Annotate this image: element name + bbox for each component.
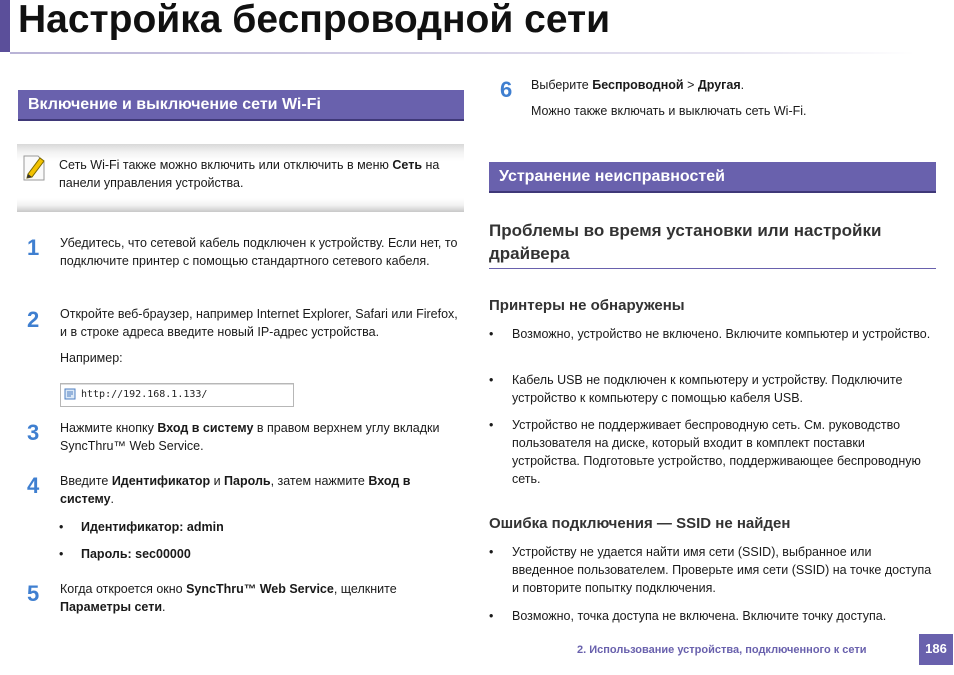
list-item-text: Устройство не поддерживает беспроводную сеть. См. руководство пользователя на диске, который входит в комплект поставки устройства. Подготовьте устройство, поддерживающее беспроводную сеть. [512,418,921,486]
step-text-part: , щелкните [333,582,397,596]
credential-text: Пароль: sec00000 [81,547,191,561]
step-bold: Параметры сети [60,600,163,614]
step-note: Можно также включать и выключать сеть Wi-Fi. [531,104,807,118]
bullet-dot: • [489,609,494,623]
step-bold: SyncThru™ Web Service [186,582,334,596]
bullet-dot: • [489,327,494,341]
step-text-part: Когда откроется окно [60,582,187,596]
step-number: 5 [27,581,40,606]
list-item [489,371,936,407]
list-item [489,325,936,343]
step-bold: Вход в систему [157,421,254,435]
note-text-part: Сеть Wi-Fi также можно включить или отключить в меню [59,158,393,172]
bullet-dot: • [59,520,64,534]
problem-heading: Принтеры не обнаружены [489,297,685,314]
step-number: 3 [27,420,40,445]
step-number: 2 [27,307,40,332]
credential-text: Идентификатор: admin [81,520,224,534]
step-text-part: Введите [60,474,112,488]
example-label: Например: [60,351,123,365]
step-number: 1 [27,235,40,260]
note-pencil-icon [22,152,48,182]
step-bold: Идентификатор [111,474,211,488]
step-text [60,472,464,508]
step-text: Откройте веб-браузер, например Internet Explorer, Safari или Firefox, и в строке адреса введите новый IP-адрес устройства. [60,307,458,339]
step-text [60,580,464,616]
problem-heading: Ошибка подключения — SSID не найден [489,515,791,532]
credential-item [59,545,459,563]
bullet-dot: • [59,547,64,561]
section-header-troubleshooting: Устранение неисправностей [489,162,936,193]
note-text-part: на панели управления устройства. [59,158,440,190]
url-text: http://192.168.1.133/ [81,389,208,400]
step-bold: Пароль [224,474,271,488]
step-text [531,76,936,94]
step-bold: Другая [697,78,741,92]
page-title: Настройка беспроводной сети [18,0,611,41]
section-header-wifi: Включение и выключение сети Wi-Fi [18,90,464,121]
step-text-part: , затем нажмите [270,474,369,488]
step-text-part: . [740,78,745,92]
step-text-part: и [210,474,225,488]
step-text-part: . [110,492,115,506]
list-item-text: Возможно, устройство не включено. Включите компьютер и устройство. [512,327,931,341]
step-text-part: > [683,78,698,92]
step-bold: Беспроводной [592,78,684,92]
note-menu-name: Сеть [392,158,423,172]
step-text: Убедитесь, что сетевой кабель подключен к устройству. Если нет, то подключите принтер с помощью стандартного сетевого кабеля. [60,236,458,268]
step-text-part: . [162,600,166,614]
bullet-dot: • [489,373,494,387]
title-divider [10,52,915,54]
list-item [489,543,936,597]
step-text [60,419,460,455]
bullet-dot: • [489,418,494,432]
bullet-dot: • [489,545,494,559]
list-item [489,607,936,625]
page-number: 186 [919,634,953,665]
list-item-text: Кабель USB не подключен к компьютеру и устройству. Подключите устройство к компьютеру с помощью кабеля USB. [512,373,903,405]
title-accent-bar [0,0,10,52]
footer-chapter: 2. Использование устройства, подключенного к сети [577,644,867,656]
credential-item [59,518,459,536]
ie-page-icon [64,388,76,400]
list-item-text: Устройству не удается найти имя сети (SSID), выбранное или введенное пользователем. Проверьте имя сети (SSID) на точке доступа и повторите попытку подключения. [512,545,932,595]
list-item-text: Возможно, точка доступа не включена. Включите точку доступа. [512,609,887,623]
list-item [489,416,936,488]
step-bold: Вход в систему [60,474,411,506]
step-text-part: в правом верхнем углу вкладки SyncThru™ Web Service. [60,421,440,453]
subsection-heading: Проблемы во время установки или настройки драйвера [489,221,882,263]
step-text-part: Выберите [531,78,593,92]
note-text [59,156,464,192]
step-number: 6 [500,77,513,102]
step-number: 4 [27,473,40,498]
step-text-part: Нажмите кнопку [60,421,158,435]
heading-divider [489,268,936,269]
